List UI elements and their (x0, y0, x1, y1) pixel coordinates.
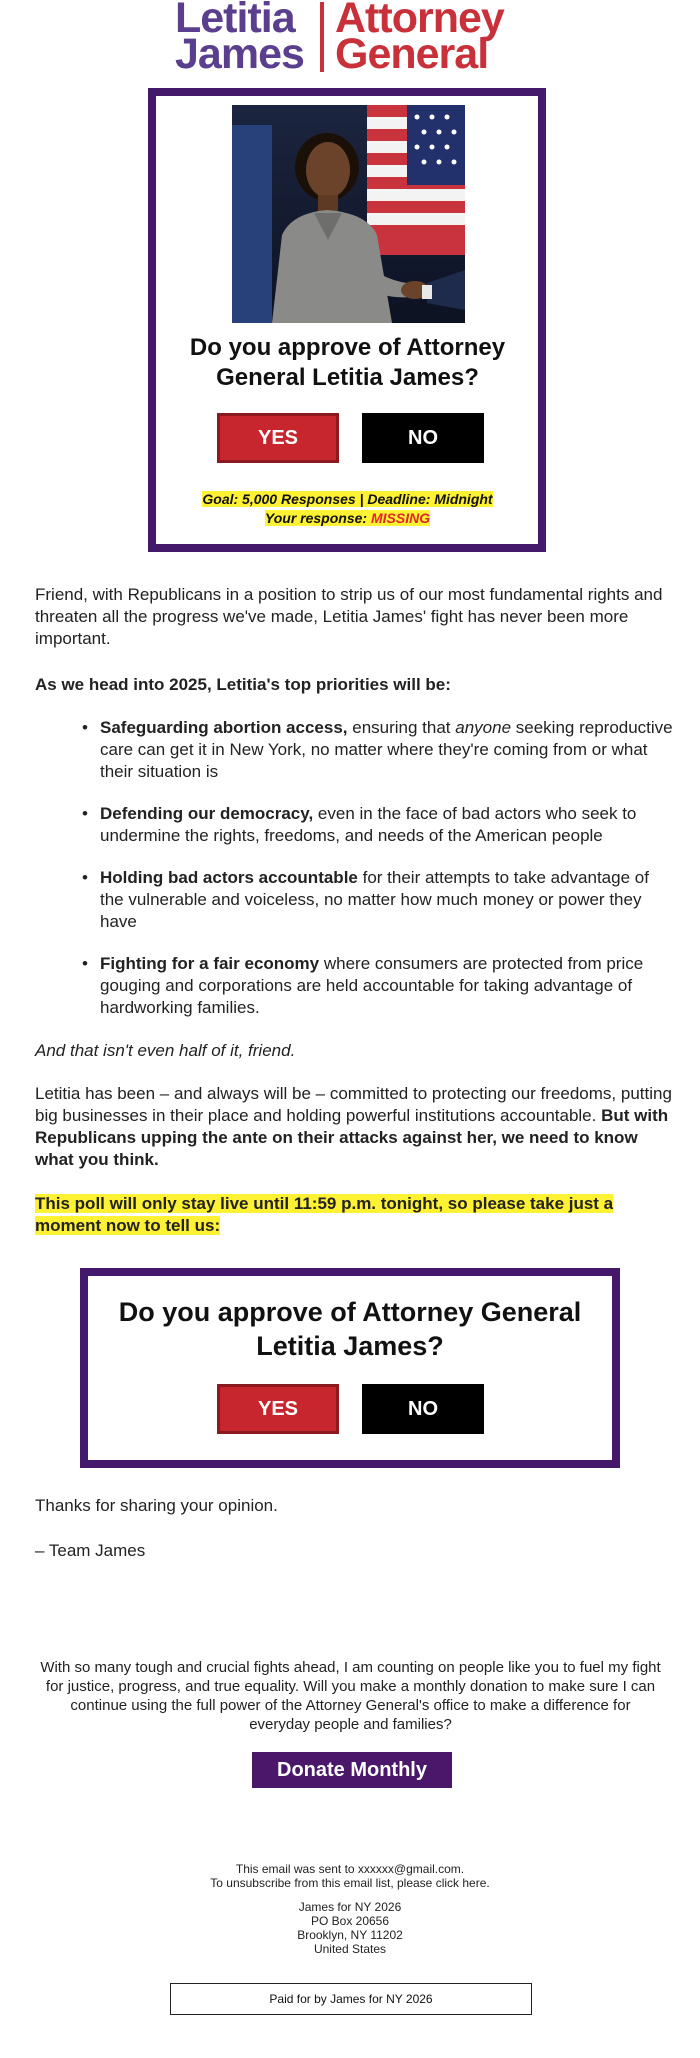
unsubscribe-link[interactable]: To unsubscribe from this email list, please click here. (210, 1876, 490, 1890)
footer-city: Brooklyn, NY 11202 (297, 1928, 403, 1942)
priority-text: seeking reproductive care can get it in New York, no matter where they're coming from or what their situation is (100, 718, 673, 781)
urgent-text: This poll will only stay live until 11:59 p.m. tonight, so please take just a moment now to tell us: (35, 1194, 614, 1235)
yes-button-bottom[interactable]: YES (217, 1384, 339, 1434)
list-item (82, 867, 675, 933)
priority-text: ensuring that (347, 718, 456, 737)
bullet-icon: • (82, 718, 88, 737)
priority-text: where consumers are protected from price gouging and corporations are held accountable for taking advantage of hardworking families. (100, 954, 644, 1017)
candidate-photo[interactable] (232, 105, 465, 323)
paid-for-disclaimer: Paid for by James for NY 2026 (170, 1983, 532, 2015)
donation-appeal: With so many tough and crucial fights ahead, I am counting on people like you to fuel my fight for justice, progress, and true equality. Will you make a monthly donation to make sure I can continue using the full power of the Attorney General's office to make a difference for everyday people and families? (40, 1659, 661, 1733)
priority-text: for their attempts to take advantage of the vulnerable and voiceless, no matter how much money or power they have (100, 868, 649, 931)
no-button[interactable]: NO (362, 413, 484, 463)
response-status (265, 510, 430, 526)
priorities-heading: As we head into 2025, Letitia's top priorities will be: (35, 675, 451, 694)
bullet-icon: • (82, 804, 88, 823)
logo-attorney: Attorney (335, 0, 504, 42)
no-button-bottom[interactable]: NO (362, 1384, 484, 1434)
thanks-line: Thanks for sharing your opinion. (35, 1496, 278, 1515)
logo-divider (320, 2, 324, 72)
signoff: – Team James (35, 1541, 146, 1560)
logo-general: General (335, 30, 489, 78)
footer-country: United States (313, 1942, 387, 1956)
bullet-icon: • (82, 868, 88, 887)
yes-button[interactable]: YES (217, 413, 339, 463)
commitment-paragraph (35, 1083, 675, 1171)
campaign-logo (175, 0, 525, 78)
priority-text: even in the face of bad actors who seek to undermine the rights, freedoms, and needs of the American people (100, 804, 637, 845)
logo-james: James (175, 30, 304, 78)
intro-paragraph: Friend, with Republicans in a position to strip us of our most fundamental rights and threaten all the progress we've made, Letitia James' fight has never been more important. (35, 585, 663, 648)
bullet-icon: • (82, 954, 88, 973)
italic-line: And that isn't even half of it, friend. (35, 1041, 296, 1060)
poll-goal (160, 490, 535, 528)
donate-monthly-button[interactable]: Donate Monthly (252, 1752, 452, 1788)
poll-question-bottom: Do you approve of Attorney General Letitia James? (118, 1297, 582, 1361)
response-value: MISSING (370, 510, 431, 526)
goal-text: Goal: 5,000 Responses | Deadline: Midnight (202, 491, 493, 507)
urgent-paragraph (35, 1193, 675, 1237)
list-item (82, 953, 675, 1019)
poll-question: Do you approve of Attorney General Letitia James? (189, 334, 506, 391)
priority-title: Holding bad actors accountable (100, 868, 358, 887)
logo-letitia: Letitia (175, 0, 295, 42)
priority-title: Defending our democracy, (100, 804, 314, 823)
commitment-text: Letitia has been – and always will be – committed to protecting our freedoms, putting big businesses in their place and holding powerful institutions accountable. (35, 1084, 672, 1125)
priority-emphasis: anyone (455, 718, 512, 737)
commitment-bold: But with Republicans upping the ante on their attacks against her, we need to know what you think. (35, 1106, 669, 1169)
footer-org: James for NY 2026 (298, 1900, 402, 1914)
sent-to-line: This email was sent to xxxxxx@gmail.com. (235, 1862, 465, 1876)
response-label: Your response: (264, 510, 368, 526)
priority-title: Fighting for a fair economy (100, 954, 320, 973)
footer-po-box: PO Box 20656 (310, 1914, 390, 1928)
priority-title: Safeguarding abortion access, (100, 718, 348, 737)
list-item (82, 803, 675, 847)
list-item (82, 717, 675, 783)
